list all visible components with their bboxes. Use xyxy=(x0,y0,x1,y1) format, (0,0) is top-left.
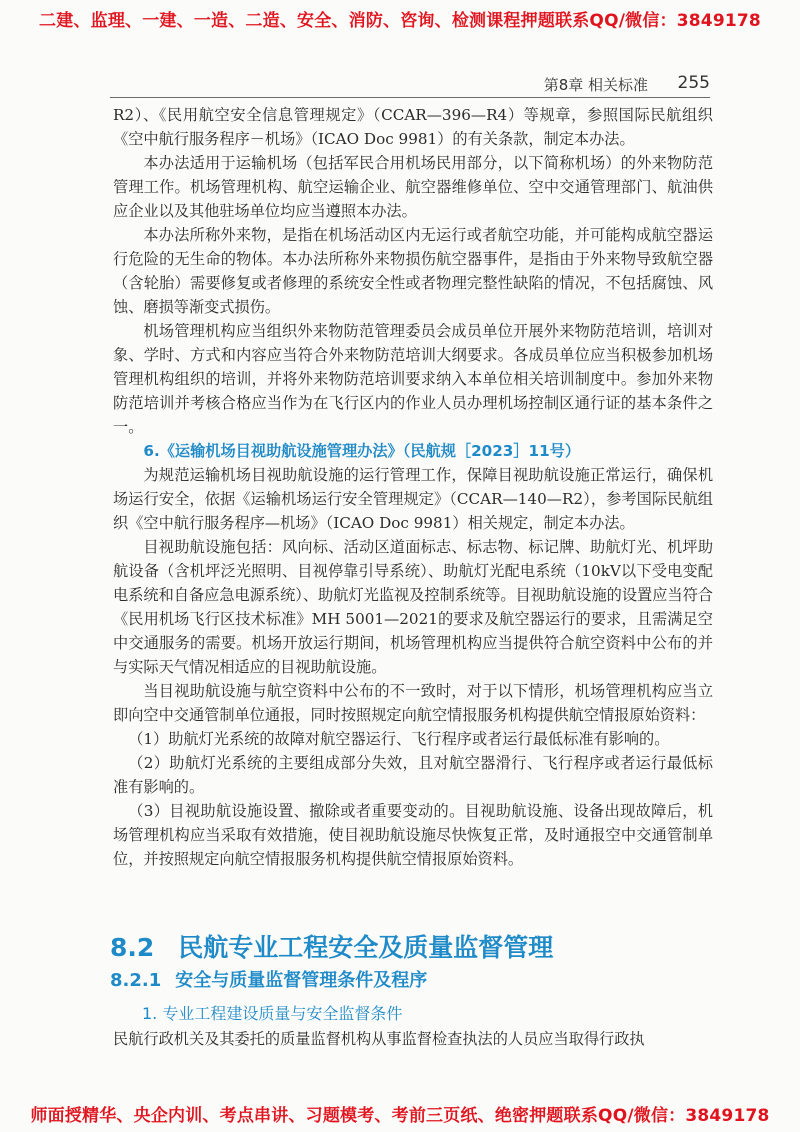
subsection-1-heading: 1. 专业工程建设质量与安全监督条件 xyxy=(142,1004,403,1023)
section-8-2-heading xyxy=(110,928,553,964)
subsection-title: 安全与质量监督管理条件及程序 xyxy=(175,970,428,991)
chapter-title: 第8章 相关标准 xyxy=(543,76,648,94)
paragraph-start: 民航行政机关及其委托的质量监督机构从事监督检查执法的人员应当取得行政执 xyxy=(113,1030,645,1048)
section-number: 8.2 xyxy=(110,933,155,962)
paragraph: 本办法适用于运输机场（包括军民合用机场民用部分，以下简称机场）的外来物防范管理工作。机场管理机构、航空运输企业、航空器维修单位、空中交通管理部门、航油供应企业以及其他驻场单位均应当遵照本办法。 xyxy=(113,154,713,220)
running-header xyxy=(110,73,710,98)
paragraph: 当目视助航设施与航空资料中公布的不一致时，对于以下情形，机场管理机构应当立即向空中交通管制单位通报，同时按照规定向航空情报服务机构提供航空情报原始资料： xyxy=(113,682,713,724)
section-heading: 6.《运输机场目视助航设施管理办法》（民航规［2023］11号） xyxy=(143,442,581,460)
body-text xyxy=(113,103,713,871)
list-item: （2）助航灯光系统的主要组成部分失效，且对航空器滑行、飞行程序或者运行最低标准有影响的。 xyxy=(113,754,713,796)
paragraph: 为规范运输机场目视助航设施的运行管理工作，保障目视助航设施正常运行，确保机场运行安全，依据《运输机场运行安全管理规定》（CCAR—140—R2），参考国际民航组织《空中航行服务程序—机场》（ICAO Doc 9981）相关规定，制定本办法。 xyxy=(113,466,713,532)
paragraph: R2）、《民用航空安全信息管理规定》（CCAR—396—R4）等规章，参照国际民航组织《空中航行服务程序－机场》（ICAO Doc 9981）的有关条款，制定本办法。 xyxy=(113,106,713,148)
paragraph: 目视助航设施包括：风向标、活动区道面标志、标志物、标记牌、助航灯光、机坪助航设备（含机坪泛光照明、目视停靠引导系统）、助航灯光配电系统（10kV以下受电变配电系统和自备应急电源系统）、助航灯光监视及控制系统等。目视助航设施的设置应当符合《民用机场飞行区技术标准》MH 5001—2021的要求及航空器运行的要求，且需满足空中交通服务的需要。机场开放运行期间，机场管理机构应当提供符合航空资料中公布的并与实际天气情况相适应的目视助航设施。 xyxy=(113,538,713,676)
top-ad-banner: 二建、监理、一建、一造、二造、安全、消防、咨询、检测课程押题联系QQ/微信：3849178 xyxy=(39,11,761,31)
subsection-number: 8.2.1 xyxy=(110,970,162,991)
list-item: （1）助航灯光系统的故障对航空器运行、飞行程序或者运行最低标准有影响的。 xyxy=(128,730,670,748)
section-title: 民航专业工程安全及质量监督管理 xyxy=(178,933,554,962)
paragraph: 机场管理机构应当组织外来物防范管理委员会成员单位开展外来物防范培训，培训对象、学时、方式和内容应当符合外来物防范培训大纲要求。各成员单位应当积极参加机场管理机构组织的培训，并将外来物防范培训要求纳入本单位相关培训制度中。参加外来物防范培训并考核合格应当作为在飞行区内的作业人员办理机场控制区通行证的基本条件之一。 xyxy=(113,322,713,436)
list-item: （3）目视助航设施设置、撤除或者重要变动的。目视助航设施、设备出现故障后，机场管理机构应当采取有效措施，使目视助航设施尽快恢复正常，及时通报空中交通管制单位，并按照规定向航空情报服务机构提供航空情报原始资料。 xyxy=(113,802,713,868)
bottom-ad-banner: 师面授精华、央企内训、考点串讲、习题模考、考前三页纸、绝密押题联系QQ/微信：3849178 xyxy=(30,1106,770,1126)
paragraph: 本办法所称外来物，是指在机场活动区内无运行或者航空功能，并可能构成航空器运行危险的无生命的物体。本办法所称外来物损伤航空器事件，是指由于外来物导致航空器（含轮胎）需要修复或者修理的系统安全性或者物理完整性缺陷的情况，不包括腐蚀、风蚀、磨损等渐变式损伤。 xyxy=(113,226,713,316)
page-number: 255 xyxy=(677,73,710,93)
section-8-2-1-heading xyxy=(110,966,427,992)
